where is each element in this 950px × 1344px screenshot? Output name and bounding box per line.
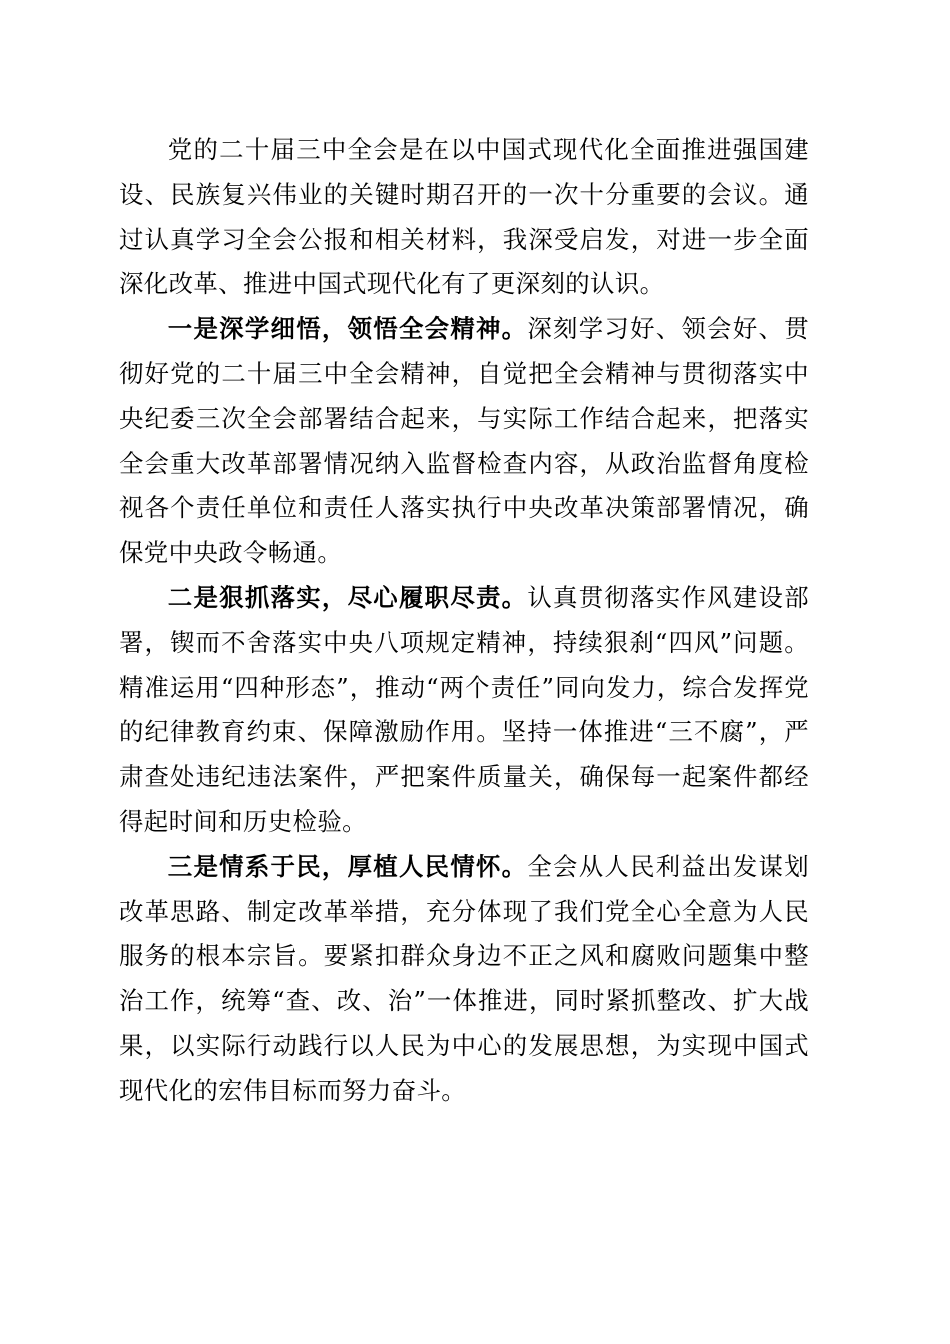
paragraph-text: 党的二十届三中全会是在以中国式现代化全面推进强国建设、民族复兴伟业的关键时期召开的一次十分重要的会议。通过认真学习全会公报和相关材料，我深受启发，对进一步全面深化改革、推进中国式现代化有了更深刻的认识。 <box>119 135 809 299</box>
paragraph-point-1 <box>119 307 809 576</box>
paragraph-text: 深刻学习好、领会好、贯彻好党的二十届三中全会精神，自觉把全会精神与贯彻落实中央纪委三次全会部署结合起来，与实际工作结合起来，把落实全会重大改革部署情况纳入监督检查内容，从政治监督角度检视各个责任单位和责任人落实执行中央改革决策部署情况，确保党中央政令畅通。 <box>119 314 809 568</box>
paragraph-intro <box>119 128 809 307</box>
paragraph-lead: 一是深学细悟，领悟全会精神。 <box>167 314 528 344</box>
paragraph-lead: 二是狠抓落实，尽心履职尽责。 <box>167 582 528 612</box>
paragraph-text: 全会从人民利益出发谋划改革思路、制定改革举措，充分体现了我们党全心全意为人民服务的根本宗旨。要紧扣群众身边不正之风和腐败问题集中整治工作，统筹“查、改、治”一体推进，同时紧抓整改、扩大战果，以实际行动践行以人民为中心的发展思想，为实现中国式现代化的宏伟目标而努力奋斗。 <box>119 851 809 1105</box>
paragraph-lead: 三是情系于民，厚植人民情怀。 <box>167 851 528 881</box>
document-body <box>119 128 809 1114</box>
paragraph-text: 认真贯彻落实作风建设部署，锲而不舍落实中央八项规定精神，持续狠刹“四风”问题。精准运用“四种形态”，推动“两个责任”同向发力，综合发挥党的纪律教育约束、保障激励作用。坚持一体推进“三不腐”，严肃查处违纪违法案件，严把案件质量关，确保每一起案件都经得起时间和历史检验。 <box>119 582 809 836</box>
paragraph-point-2 <box>119 576 809 845</box>
paragraph-point-3 <box>119 845 809 1114</box>
